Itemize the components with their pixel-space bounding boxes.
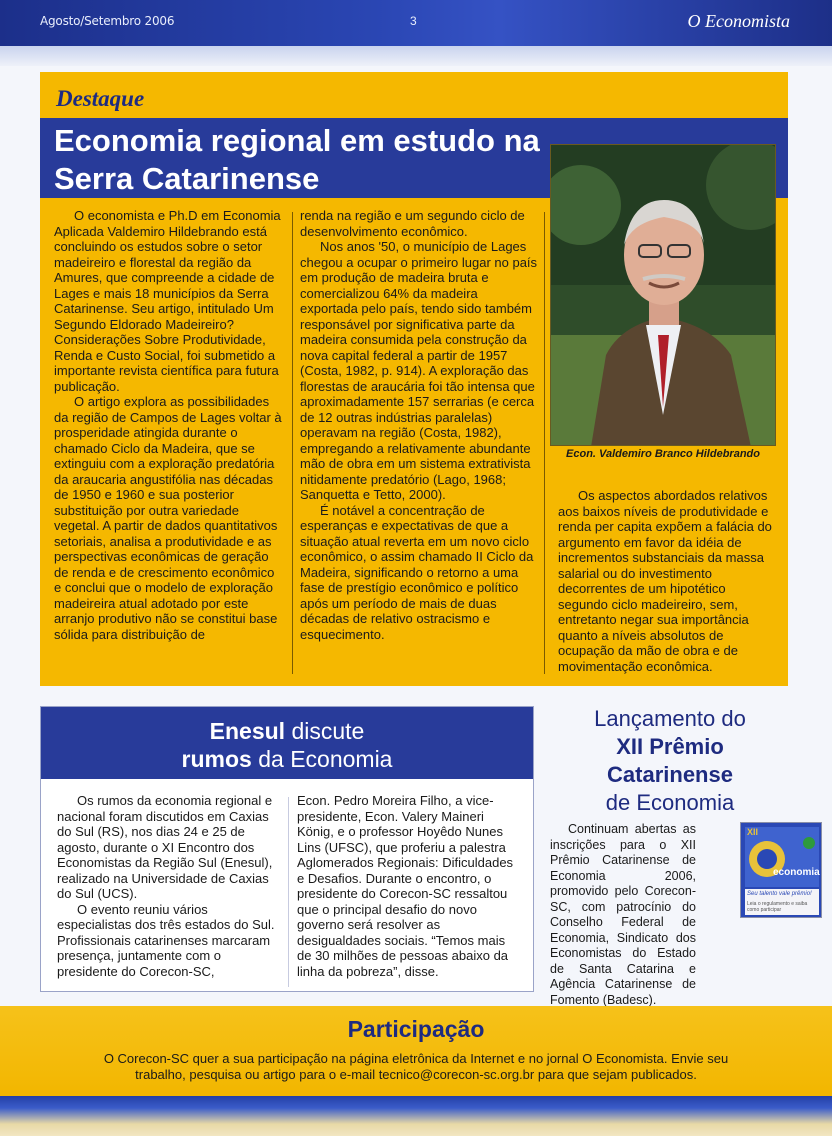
portrait-photo [550, 144, 776, 446]
participacao-text: O Corecon-SC quer a sua participação na página eletrônica da Internet e no jornal O Economista. Envie seu trabalho, pesquisa ou artigo para o e-mail tecnico@corecon-sc.org.br para que sejam publicados. [103, 1051, 729, 1082]
footer-band [0, 1096, 832, 1136]
column-divider [292, 212, 293, 674]
paragraph: Os aspectos abordados relativos aos baixos níveis de produtividade e renda per capita expõem a falácia do argumento em favor da idéia de incrementos substanciais da massa salarial ou do investimento decorrentes de um hipotético segundo ciclo madeireiro, sem, entretanto negar sua importância quanto a níveis absolutos de ocupação da mão de obra e de movimentação econômica. [558, 488, 772, 674]
title-line: de Economia [605, 790, 735, 815]
paragraph: Os rumos da economia regional e nacional foram discutidos em Caxias do Sul (RS), nos dias 24 e 25 de agosto, durante o XI Encontro dos Economistas da Região Sul (Enesul), realizado na Universidade de Caxias do Sul (UCS). [57, 793, 273, 901]
publication-name: O Economista [687, 11, 790, 31]
issue-date: Agosto/Setembro 2006 [40, 14, 175, 28]
cover-word: economia [773, 867, 820, 878]
paragraph: É notável a concentração de esperanças e expectativas de que a situação atual reverta em um novo ciclo econômico, o assim chamado II Ciclo da Madeira, significando o retorno a uma fase de prestígio econômico e político após um período de mais de duas décadas de relativo ostracismo e esquecimento. [300, 502, 534, 642]
page-number: 3 [410, 14, 417, 28]
destaque-section [40, 72, 788, 686]
paragraph: renda na região e um segundo ciclo de desenvolvimento econômico. [300, 208, 525, 239]
column-divider [544, 212, 545, 674]
header-wave [0, 46, 832, 66]
premio-cover-image [740, 822, 822, 918]
title-text: discute [285, 718, 365, 744]
participacao-title: Participação [347, 1016, 485, 1042]
cover-note: Leia o regulamento e saiba como participar [747, 901, 808, 913]
page-header [0, 0, 832, 46]
paragraph: Continuam abertas as inscrições para o XII Prêmio Catarinense de Economia 2006, promovido pelo Corecon-SC, com patrocínio do Conselho Federal de Economia, Sindicato dos Economistas do Estado de Santa Catarina e Agência Catarinense de Fomento (Badesc). [550, 822, 696, 1007]
enesul-column-1 [57, 793, 279, 979]
title-text: da Economia [251, 746, 393, 772]
article-column-1 [54, 208, 284, 642]
paragraph: Econ. Pedro Moreira Filho, a vice-presidente, Econ. Valery Maineri König, e o professor Hoyêdo Nunes Lins (UFSC), que proferiu a palestra Aglomerados Regionais: Dificuldades e Desafios. Durante o encontro, o presidente do Corecon-SC ressaltou que o principal desafio do novo governo será resolver as desigualdades sociais. “Temos mais de 30 milhões de pessoas abaixo da linha da pobreza”, disse. [297, 793, 514, 979]
title-line: Catarinense [607, 762, 733, 787]
title-line: Lançamento do [594, 706, 746, 731]
cover-slogan: Seu talento vale prêmio! [747, 891, 812, 897]
paragraph: O evento reuniu vários especialistas dos três estados do Sul. Profissionais catarinenses marcaram presença, juntamente com o presidente do Corecon-SC, [57, 901, 275, 979]
enesul-column-2 [297, 793, 521, 979]
cover-number: XII [747, 827, 759, 837]
enesul-box [40, 706, 534, 992]
article-headline: Economia regional em estudo na Serra Catarinense [54, 123, 540, 196]
paragraph: Nos anos '50, o município de Lages chegou a ocupar o primeiro lugar no país em produção de madeira bruta e comercializou 64% da madeira exportada pelo país, tendo sido também responsável por significativa parte da madeira consumida pela construção da nova capital federal a partir de 1957 (Costa, 1982, p. 914). A exploração das florestas de araucária foi tão intensa que aproximadamente 157 serrarias (e cerca de 12 outras indústrias paralelas) operavam na região (Costa, 1982), empregando a relativamente abundante mão de obra em um sistema extrativista nitidamente predatório (Lago, 1968; Sanquetta e Tetto, 2000). [300, 239, 538, 502]
column-divider [288, 797, 289, 987]
photo-caption: Econ. Valdemiro Branco Hildebrando [566, 448, 760, 460]
paragraph: O artigo explora as possibilidades da região de Campos de Lages voltar à prosperidade atingida durante o chamado Ciclo da Madeira, que se extinguiu com a exploração predatória da araucaria angustifólia nas décadas de 1950 e 1960 e sua posterior substituição por outra variedade vegetal. A partir de dados quantitativos setoriais, analisa a produtividade e as perspectivas econômicas de geração de renda e de crescimento econômico e conclui que o modelo de exploração madeireira atual adotado por este arranjo produtivo não se constitui base sólida para distribuição de [54, 394, 282, 642]
participacao-banner [0, 1006, 832, 1096]
premio-title [556, 705, 784, 817]
article-column-2 [300, 208, 538, 642]
section-kicker: Destaque [56, 86, 145, 111]
title-line: XII Prêmio [616, 734, 724, 759]
enesul-title [41, 707, 533, 779]
title-bold: Enesul [209, 718, 286, 744]
paragraph: O economista e Ph.D em Economia Aplicada Valdemiro Hildebrando está concluindo os estudos sobre o setor madeireiro e florestal da região da Amures, que compreende a cidade de Lages e mais 18 municípios da Serra Catarinense. Seu artigo, intitulado Um Segundo Eldorado Madeireiro? Considerações Sobre Produtividade, Renda e Custo Social, foi submetido a importante revista científica para futura publicação. [54, 208, 281, 394]
title-bold: rumos [181, 746, 252, 772]
article-column-3 [558, 488, 776, 674]
